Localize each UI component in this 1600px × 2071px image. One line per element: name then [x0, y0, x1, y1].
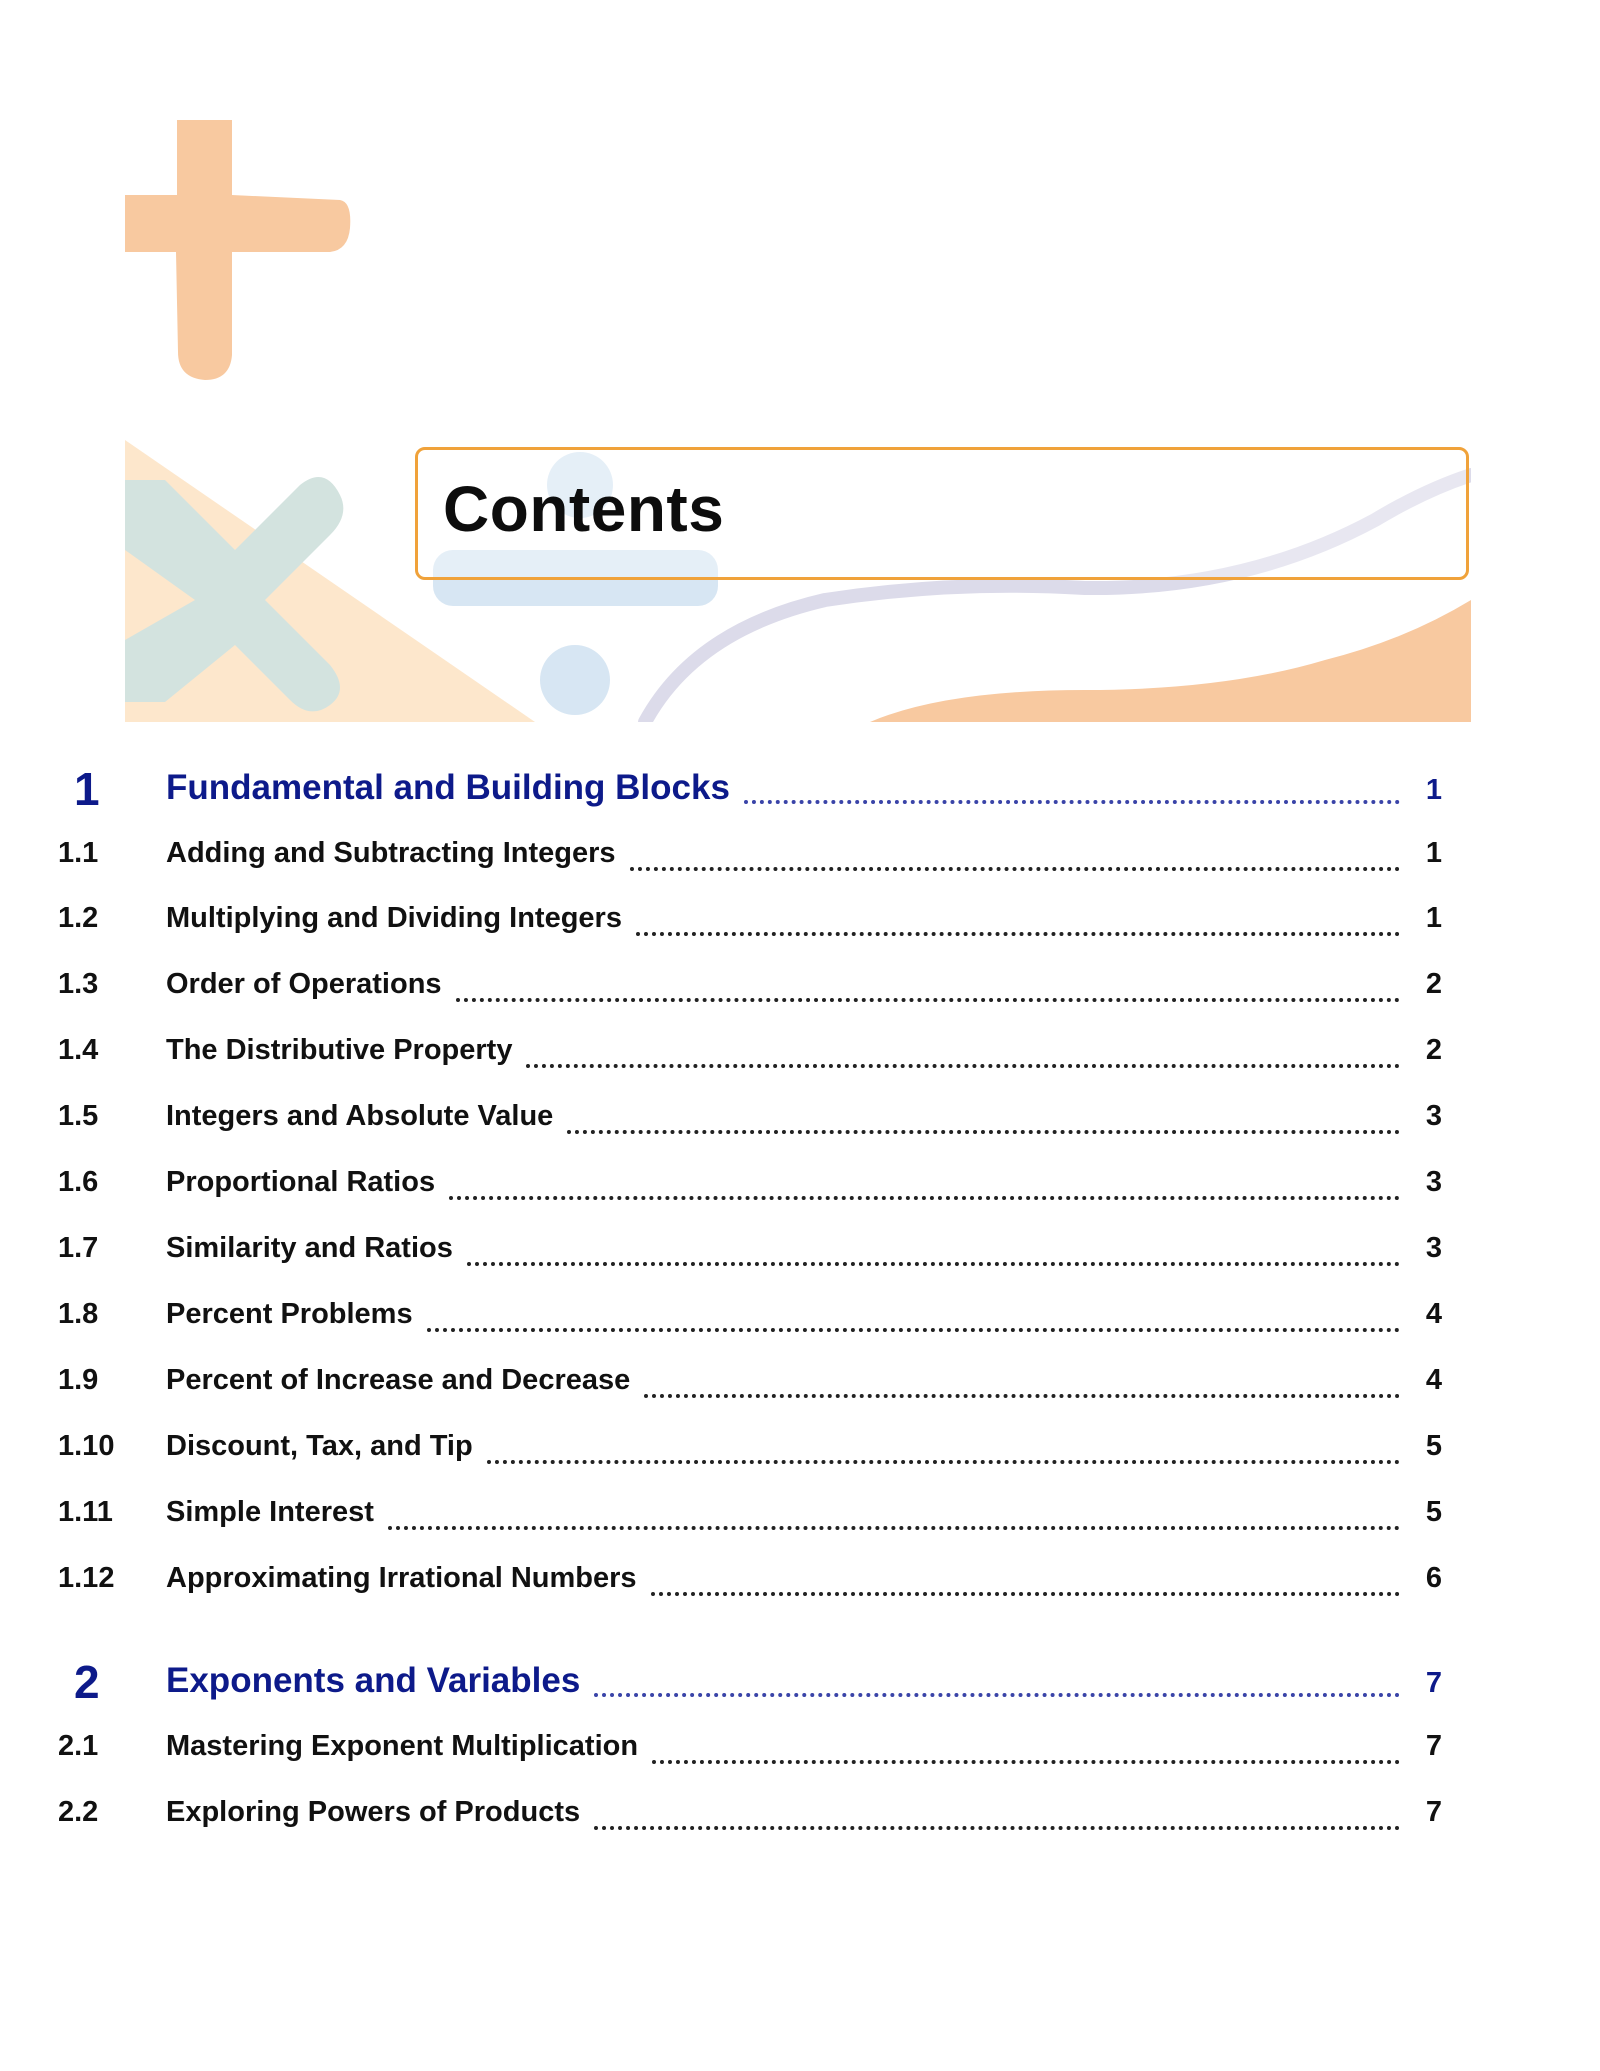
toc-entry-title[interactable]: Exponents and Variables — [166, 1661, 581, 1700]
toc-entry-title[interactable]: Discount, Tax, and Tip — [166, 1430, 473, 1462]
toc-dot-leader — [594, 1826, 1400, 1830]
toc-entry-title[interactable]: Approximating Irrational Numbers — [166, 1562, 637, 1594]
toc-entry-title[interactable]: Percent of Increase and Decrease — [166, 1364, 631, 1396]
toc-entry-number: 1.9 — [58, 1364, 99, 1396]
toc-chapter-entry[interactable] — [0, 763, 1600, 820]
toc-section-entry[interactable] — [0, 1430, 1600, 1480]
toc-section-entry[interactable] — [0, 1562, 1600, 1612]
toc-entry-number: 1.1 — [58, 837, 99, 869]
toc-dot-leader — [594, 1693, 1400, 1697]
toc-entry-number: 1.8 — [58, 1298, 99, 1330]
toc-entry-title[interactable]: The Distributive Property — [166, 1034, 513, 1066]
toc-entry-title[interactable]: Order of Operations — [166, 968, 442, 1000]
toc-entry-title[interactable]: Adding and Subtracting Integers — [166, 837, 616, 869]
toc-entry-number: 1.12 — [58, 1562, 115, 1594]
toc-entry-page-number[interactable]: 3 — [1425, 1166, 1442, 1198]
toc-entry-number: 1 — [74, 763, 100, 815]
toc-entry-page-number[interactable]: 1 — [1425, 902, 1442, 934]
toc-section-entry[interactable] — [0, 1034, 1600, 1084]
toc-entry-page-number[interactable]: 2 — [1425, 968, 1442, 1000]
toc-dot-leader — [388, 1526, 1400, 1530]
toc-entry-number: 1.6 — [58, 1166, 99, 1198]
toc-dot-leader — [427, 1328, 1400, 1332]
toc-dot-leader — [744, 800, 1400, 804]
toc-section-entry[interactable] — [0, 1364, 1600, 1414]
toc-entry-number: 2 — [74, 1656, 100, 1708]
toc-dot-leader — [467, 1262, 1400, 1266]
toc-entry-page-number[interactable]: 2 — [1425, 1034, 1442, 1066]
toc-entry-title[interactable]: Similarity and Ratios — [166, 1232, 453, 1264]
toc-dot-leader — [487, 1460, 1400, 1464]
toc-entry-number: 1.7 — [58, 1232, 99, 1264]
contents-title-box — [415, 447, 1469, 580]
toc-entry-title[interactable]: Percent Problems — [166, 1298, 413, 1330]
toc-entry-page-number[interactable]: 5 — [1425, 1496, 1442, 1528]
toc-entry-number: 1.3 — [58, 968, 99, 1000]
toc-section-entry[interactable] — [0, 1232, 1600, 1282]
toc-section-entry[interactable] — [0, 1100, 1600, 1150]
toc-entry-page-number[interactable]: 7 — [1425, 1730, 1442, 1762]
plus-sign-decoration-icon — [0, 0, 400, 400]
toc-entry-page-number[interactable]: 6 — [1425, 1562, 1442, 1594]
toc-entry-title[interactable]: Simple Interest — [166, 1496, 374, 1528]
toc-section-entry[interactable] — [0, 1298, 1600, 1348]
toc-dot-leader — [630, 867, 1400, 871]
toc-entry-page-number[interactable]: 1 — [1425, 837, 1442, 869]
toc-dot-leader — [636, 932, 1400, 936]
toc-section-entry[interactable] — [0, 837, 1600, 887]
toc-entry-title[interactable]: Exploring Powers of Products — [166, 1796, 581, 1828]
toc-chapter-entry[interactable] — [0, 1656, 1600, 1713]
toc-section-entry[interactable] — [0, 1796, 1600, 1846]
toc-entry-number: 2.1 — [58, 1730, 99, 1762]
toc-entry-number: 1.4 — [58, 1034, 99, 1066]
toc-entry-page-number[interactable]: 7 — [1425, 1796, 1442, 1828]
toc-entry-title[interactable]: Fundamental and Building Blocks — [166, 768, 730, 807]
toc-dot-leader — [456, 998, 1400, 1002]
toc-entry-page-number[interactable]: 5 — [1425, 1430, 1442, 1462]
toc-dot-leader — [526, 1064, 1400, 1068]
page-title: Contents — [443, 473, 725, 545]
toc-section-entry[interactable] — [0, 968, 1600, 1018]
toc-entry-page-number[interactable]: 3 — [1425, 1232, 1442, 1264]
toc-entry-number: 1.10 — [58, 1430, 115, 1462]
toc-entry-title[interactable]: Proportional Ratios — [166, 1166, 436, 1198]
toc-entry-page-number[interactable]: 3 — [1425, 1100, 1442, 1132]
toc-entry-page-number[interactable]: 4 — [1425, 1364, 1442, 1396]
toc-section-entry[interactable] — [0, 1730, 1600, 1780]
toc-entry-number: 1.2 — [58, 902, 99, 934]
toc-entry-page-number[interactable]: 4 — [1425, 1298, 1442, 1330]
toc-dot-leader — [651, 1592, 1400, 1596]
toc-section-entry[interactable] — [0, 902, 1600, 952]
toc-entry-title[interactable]: Mastering Exponent Multiplication — [166, 1730, 639, 1762]
toc-dot-leader — [644, 1394, 1400, 1398]
toc-dot-leader — [567, 1130, 1400, 1134]
toc-entry-number: 1.5 — [58, 1100, 99, 1132]
toc-entry-number: 2.2 — [58, 1796, 99, 1828]
toc-entry-number: 1.11 — [58, 1496, 113, 1528]
toc-entry-title[interactable]: Multiplying and Dividing Integers — [166, 902, 622, 934]
toc-dot-leader — [449, 1196, 1400, 1200]
toc-section-entry[interactable] — [0, 1166, 1600, 1216]
toc-section-entry[interactable] — [0, 1496, 1600, 1546]
toc-entry-title[interactable]: Integers and Absolute Value — [166, 1100, 554, 1132]
toc-entry-page-number[interactable]: 1 — [1425, 774, 1442, 806]
toc-dot-leader — [652, 1760, 1400, 1764]
toc-entry-page-number[interactable]: 7 — [1425, 1667, 1442, 1699]
